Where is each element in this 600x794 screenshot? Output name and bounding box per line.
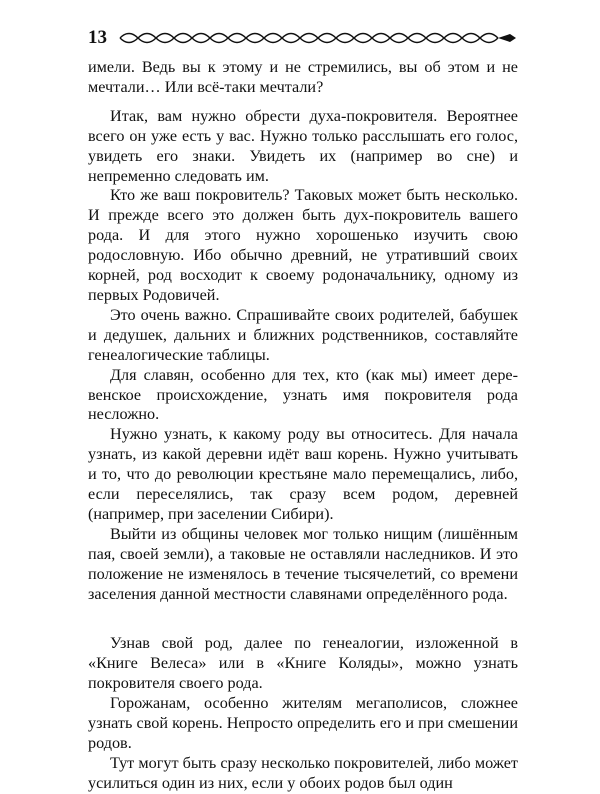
paragraph: Это очень важно. Спрашивайте своих родителей, бабушек и дедушек, дальних и ближних родственников, составляйте генеалогические таблицы. bbox=[88, 305, 518, 364]
paragraph: Узнав свой род, далее по генеалогии, изложенной в «Книге Велеса» или в «Книге Коляды», можно узнать покровителя своего рода. bbox=[88, 634, 518, 693]
page-number: 13 bbox=[88, 27, 107, 48]
paragraph: Тут могут быть сразу несколько покровителей, либо может усилиться один из них, если у обоих родов был один bbox=[88, 753, 518, 792]
page-header bbox=[88, 26, 518, 50]
paragraph: Горожанам, особенно жителям мегаполисов, сложнее узнать свой корень. Непросто определить его и при смешении родов. bbox=[88, 694, 518, 752]
ornament-divider-icon bbox=[118, 30, 518, 46]
paragraph: Нужно узнать, к какому роду вы относитесь. Для начала узнать, из какой деревни идёт ваш корень. Нужно учитывать и то, что до революции крестьяне мало перемещались, либо, если переселялись, так сразу всем родом, деревней (например, при заселении Сибири). bbox=[88, 425, 518, 523]
paragraph: Итак, вам нужно обрести духа-покровителя. Вероятнее всего он уже есть у вас. Нужно только расслышать его голос, увидеть его знаки. Увидеть их (например во сне) и непременно следовать им. bbox=[88, 106, 518, 185]
paragraph: Для славян, особенно для тех, кто (как мы) имеет деревенское происхождение, узнать имя покровителя рода несложно. bbox=[88, 365, 518, 424]
paragraph: Кто же ваш покровитель? Таковых может быть несколько. И прежде всего это должен быть дух-покровитель вашего рода. И для этого нужно хорошенько изучить свою родословную. Ибо обычно древний, не утративший своих корней, род восходит к своему родоначальнику, одному из первых Родовичей. bbox=[88, 186, 518, 304]
body-text bbox=[88, 58, 518, 794]
paragraph: Выйти из общины человек мог только нищим (лишённым пая, своей земли), а таковые не оставляли наследников. И это положение не изменялось в течение тысячелетий, со времени заселения данной местности славянами определённого рода. bbox=[88, 524, 518, 603]
paragraph: имели. Ведь вы к этому и не стремились, вы об этом и не мечтали… Или всё-таки мечтали? bbox=[88, 58, 518, 96]
